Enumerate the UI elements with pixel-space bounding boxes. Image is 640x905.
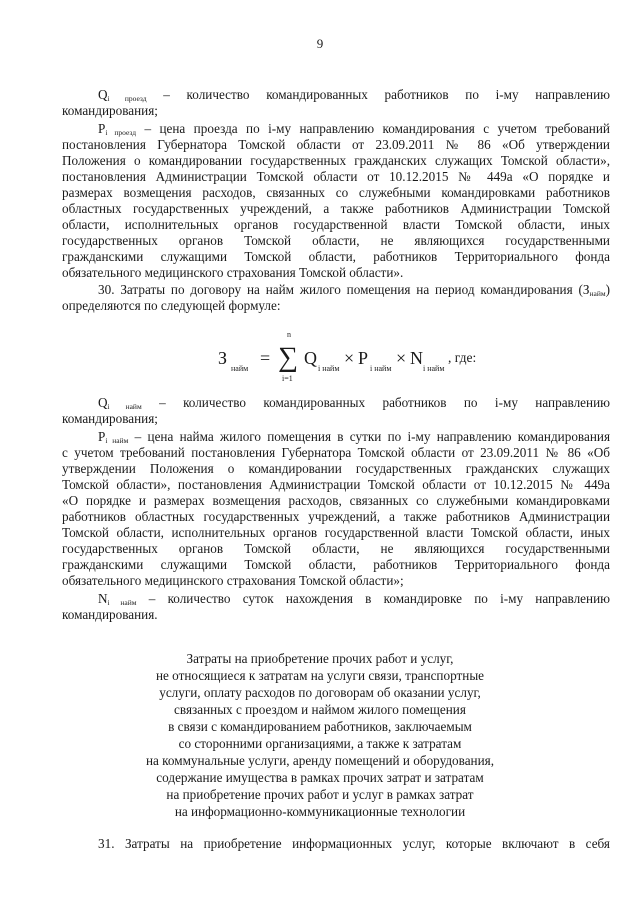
formula-p-sub: i найм <box>370 364 392 373</box>
paragraph-line: обязательного медицинского страхования Томской области»; <box>62 573 404 588</box>
paragraph-line: государственных органов Томской области, не являющихся государственными <box>62 233 610 248</box>
paragraph-line: Положения о командировании государственных гражданских служащих Томской области», <box>62 153 610 168</box>
formula-n: N <box>410 348 423 368</box>
sigma-upper: n <box>287 330 291 339</box>
formula-q: Q <box>304 348 317 368</box>
paragraph-line: области, исполнительных органов государственной власти Томской области, иных <box>62 217 610 232</box>
paragraph-line: Томской области», постановления Администрации Томской области от 10.12.2015 № 449а <box>62 477 610 492</box>
subscript: i найм <box>107 402 142 411</box>
text: – количество суток нахождения в командировке по i-му направлению <box>136 591 610 606</box>
paragraph-line: областных государственных учреждений, а также работников Администрации Томской <box>62 201 610 216</box>
paragraph-line: Томской области, исполнительных органов государственной власти Томской области, иных <box>62 525 610 540</box>
formula-tail: , где: <box>448 350 477 365</box>
paragraph-line: «О порядке и размерах возмещения расходов, связанных со служебными командировками <box>62 493 610 508</box>
formula-times: × <box>396 348 407 368</box>
paragraph-line: обязательного медицинского страхования Томской области». <box>62 265 404 280</box>
text: – количество командированных работников по i-му направлению <box>141 395 610 410</box>
subscript: i найм <box>107 598 137 607</box>
paragraph-line: с учетом требований постановления Губернатора Томской области от 23.09.2011 № 86 «Об <box>62 445 610 460</box>
section-heading-line: со сторонними организациями, а также к затратам <box>178 736 462 751</box>
page-number: 9 <box>316 36 324 51</box>
symbol: Q <box>98 87 108 102</box>
paragraph-line: гражданскими служащими Томской области, работников Территориального фонда <box>62 249 610 264</box>
section-heading-line: содержание имущества в рамках прочих затрат и затратам <box>156 770 484 785</box>
paragraph-line: 31. Затраты на приобретение информационных услуг, которые включают в себя <box>98 836 610 851</box>
symbol: N <box>98 591 108 606</box>
paragraph-line: командирования; <box>62 103 158 118</box>
section-heading-line: не относящиеся к затратам на услуги связи, транспортные <box>155 668 485 683</box>
paragraph-line: размерах возмещения расходов, связанных со служебными командировками работников <box>62 185 610 200</box>
section-heading-line: Затраты на приобретение прочих работ и услуг, <box>186 651 454 666</box>
paragraph-line: утверждении Положения о командировании государственных гражданских служащих <box>62 461 610 476</box>
section-heading-line: на приобретение прочих работ и услуг в рамках затрат <box>166 787 474 802</box>
sigma-icon: ∑ <box>278 342 298 373</box>
section-heading-line: услуги, оплату расходов по договорам об оказании услуг, <box>159 685 481 700</box>
formula-equals: = <box>260 348 271 368</box>
text: – количество командированных работников по i-му направлению <box>146 87 610 102</box>
paragraph-line: постановления Администрации Томской области от 10.12.2015 № 449а «О порядке и <box>62 169 610 184</box>
subscript: i проезд <box>105 128 137 137</box>
subscript: i проезд <box>107 94 147 103</box>
symbol: P <box>98 121 106 136</box>
section-heading-line: в связи с командированием работников, заключаемым <box>168 719 472 734</box>
paragraph-line: гражданскими служащими Томской области, работников Территориального фонда <box>62 557 610 572</box>
section-heading-line: на информационно-коммуникационные технологии <box>174 804 466 819</box>
paragraph-line: постановления Губернатора Томской области от 23.09.2011 № 86 «Об утверждении <box>62 137 610 152</box>
formula <box>218 330 498 383</box>
paragraph-line: командирования. <box>62 607 158 622</box>
sigma-lower: i=1 <box>282 374 293 383</box>
formula-n-sub: i найм <box>423 364 445 373</box>
formula-lhs: З <box>218 348 228 368</box>
subscript: i найм <box>105 436 129 445</box>
paragraph-line: работников областных государственных учреждений, а также работников Администрации <box>62 509 610 524</box>
formula-q-sub: i найм <box>318 364 340 373</box>
paragraph-line: командирования; <box>62 411 158 426</box>
subscript: найм <box>589 289 606 298</box>
text: ) <box>605 282 610 297</box>
text: – цена проезда по i-му направлению командирования с учетом требований <box>136 121 610 136</box>
text: 30. Затраты по договору на найм жилого помещения на период командирования (З <box>98 282 590 297</box>
text: – цена найма жилого помещения в сутки по i-му направлению командирования <box>128 429 611 444</box>
symbol: P <box>98 429 106 444</box>
section-heading-line: на коммунальные услуги, аренду помещений и оборудования, <box>145 753 495 768</box>
paragraph-line: определяются по следующей формуле: <box>62 298 281 313</box>
paragraph-line: государственных органов Томской области, не являющихся государственными <box>62 541 610 556</box>
symbol: Q <box>98 395 108 410</box>
formula-lhs-sub: найм <box>231 364 249 373</box>
formula-times: × <box>344 348 355 368</box>
section-heading-line: связанных с проездом и наймом жилого помещения <box>174 702 466 717</box>
formula-p: P <box>358 348 369 368</box>
